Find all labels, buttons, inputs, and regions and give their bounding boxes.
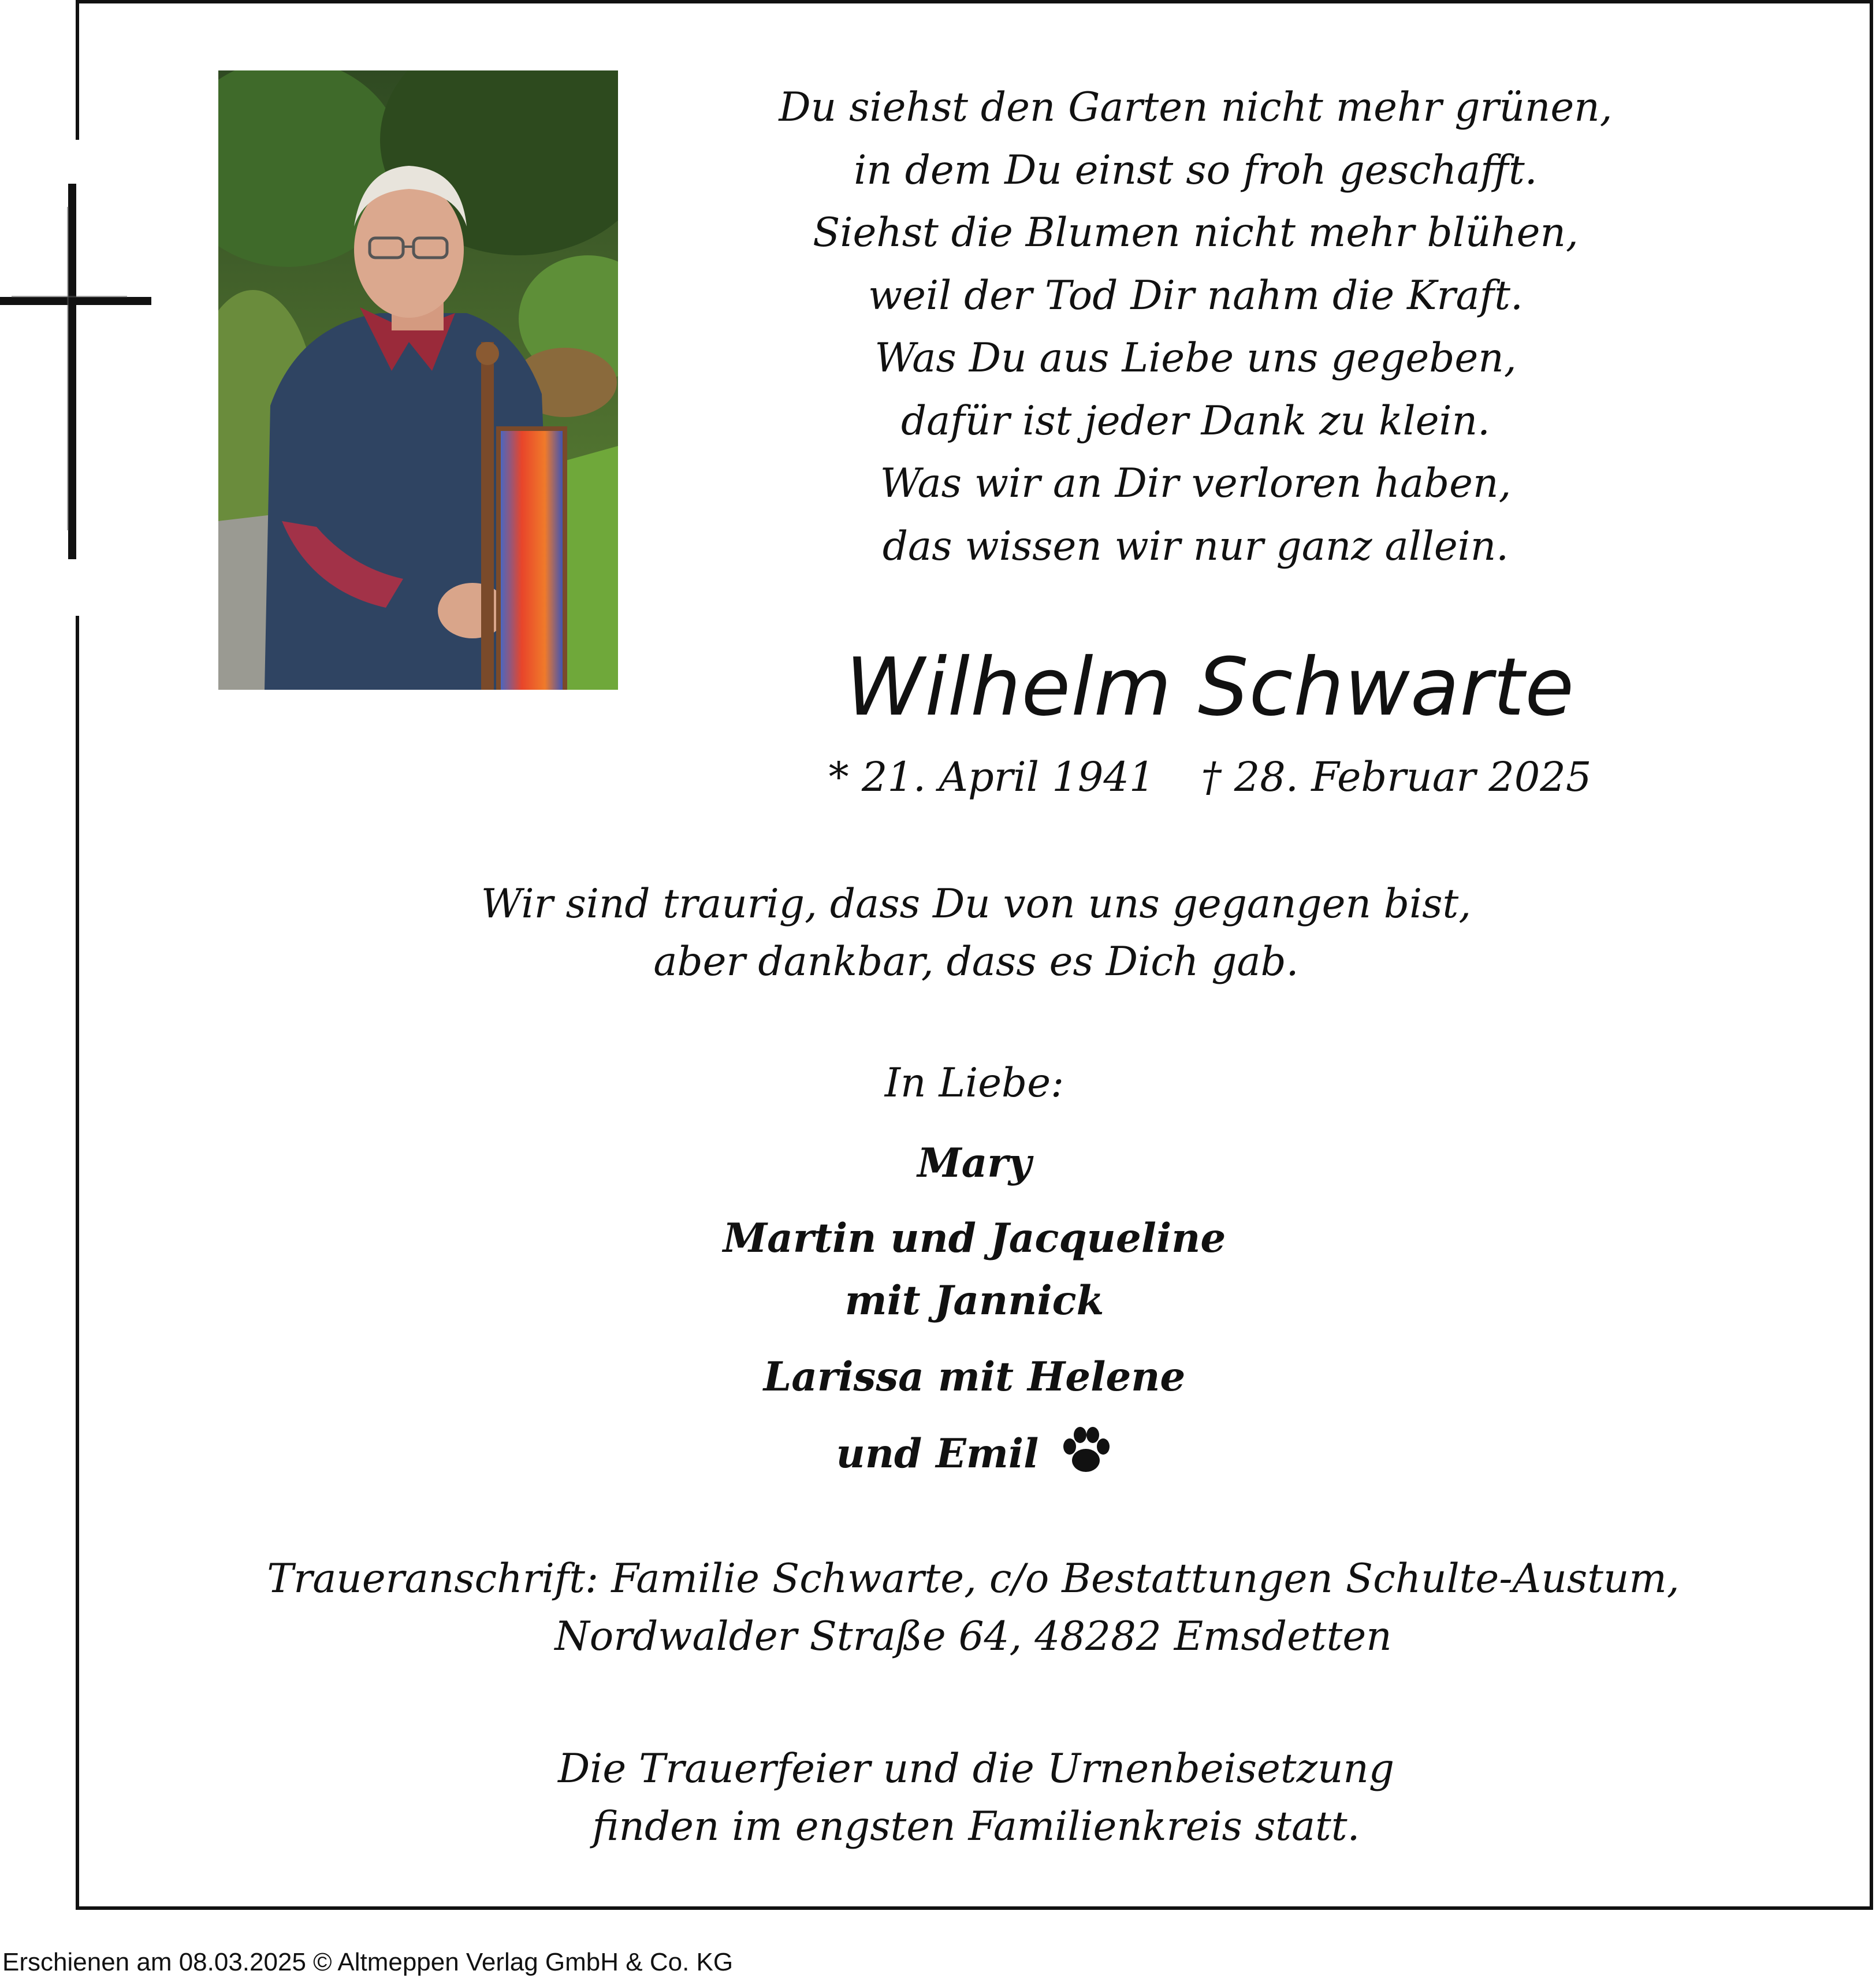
life-dates — [734, 751, 1687, 803]
mourner-group — [628, 1346, 1321, 1408]
poem-line: Was Du aus Liebe uns gegeben, — [874, 335, 1517, 381]
mourning-address — [191, 1550, 1756, 1665]
frame-right-border — [1870, 0, 1873, 1910]
ceremony-note — [260, 1740, 1692, 1856]
frame-left-border-lower — [76, 616, 79, 1910]
frame-bottom-border — [76, 1906, 1873, 1910]
quote-line: aber dankbar, dass es Dich gab. — [653, 939, 1299, 985]
poem-line: in dem Du einst so froh geschafft. — [854, 147, 1538, 194]
address-line: Nordwalder Straße 64, 48282 Emsdetten — [554, 1613, 1392, 1660]
cross-icon — [0, 184, 151, 559]
poem-line: dafür ist jeder Dank zu klein. — [900, 397, 1490, 444]
poem-line: das wissen wir nur ganz allein. — [882, 523, 1509, 570]
poem-line: weil der Tod Dir nahm die Kraft. — [868, 272, 1523, 319]
mourners-intro: In Liebe: — [884, 1060, 1064, 1106]
ceremony-line: Die Trauerfeier und die Urnenbeisetzung — [557, 1746, 1395, 1792]
address-line: Traueranschrift: Familie Schwarte, c/o Bestattungen Schulte-Austum, — [267, 1556, 1680, 1602]
birth-date: * 21. April 1941 — [828, 753, 1155, 801]
frame-left-border-upper — [76, 0, 79, 140]
mourner-group — [628, 1132, 1321, 1195]
deceased-name: Wilhelm Schwarte — [845, 641, 1575, 734]
mourner-name — [628, 1423, 1321, 1485]
poem-line: Siehst die Blumen nicht mehr blühen, — [813, 210, 1579, 256]
ceremony-line: finden im engsten Familienkreis statt. — [592, 1804, 1360, 1850]
death-date: † 28. Februar 2025 — [1201, 753, 1592, 801]
mourner-name: mit Jannick — [844, 1277, 1104, 1324]
mourner-name: Larissa mit Helene — [763, 1354, 1186, 1400]
paw-icon — [1059, 1426, 1112, 1475]
mourner-name: Mary — [917, 1140, 1032, 1187]
mourner-name: Martin und Jacqueline — [723, 1215, 1226, 1262]
poem — [734, 76, 1658, 578]
poem-line: Was wir an Dir verloren haben, — [880, 460, 1512, 507]
frame-top-border — [76, 0, 1873, 3]
poem-line: Du siehst den Garten nicht mehr grünen, — [779, 84, 1613, 131]
farewell-quote — [260, 875, 1692, 991]
mourner-name-text: und Emil — [836, 1430, 1039, 1477]
portrait-photo — [218, 70, 618, 690]
quote-line: Wir sind traurig, dass Du von uns gegangen bist, — [481, 881, 1472, 927]
mourner-group — [628, 1207, 1321, 1332]
mourner-group — [628, 1423, 1321, 1485]
publication-footer: Erschienen am 08.03.2025 © Altmeppen Verlag GmbH & Co. KG — [2, 1948, 734, 1976]
